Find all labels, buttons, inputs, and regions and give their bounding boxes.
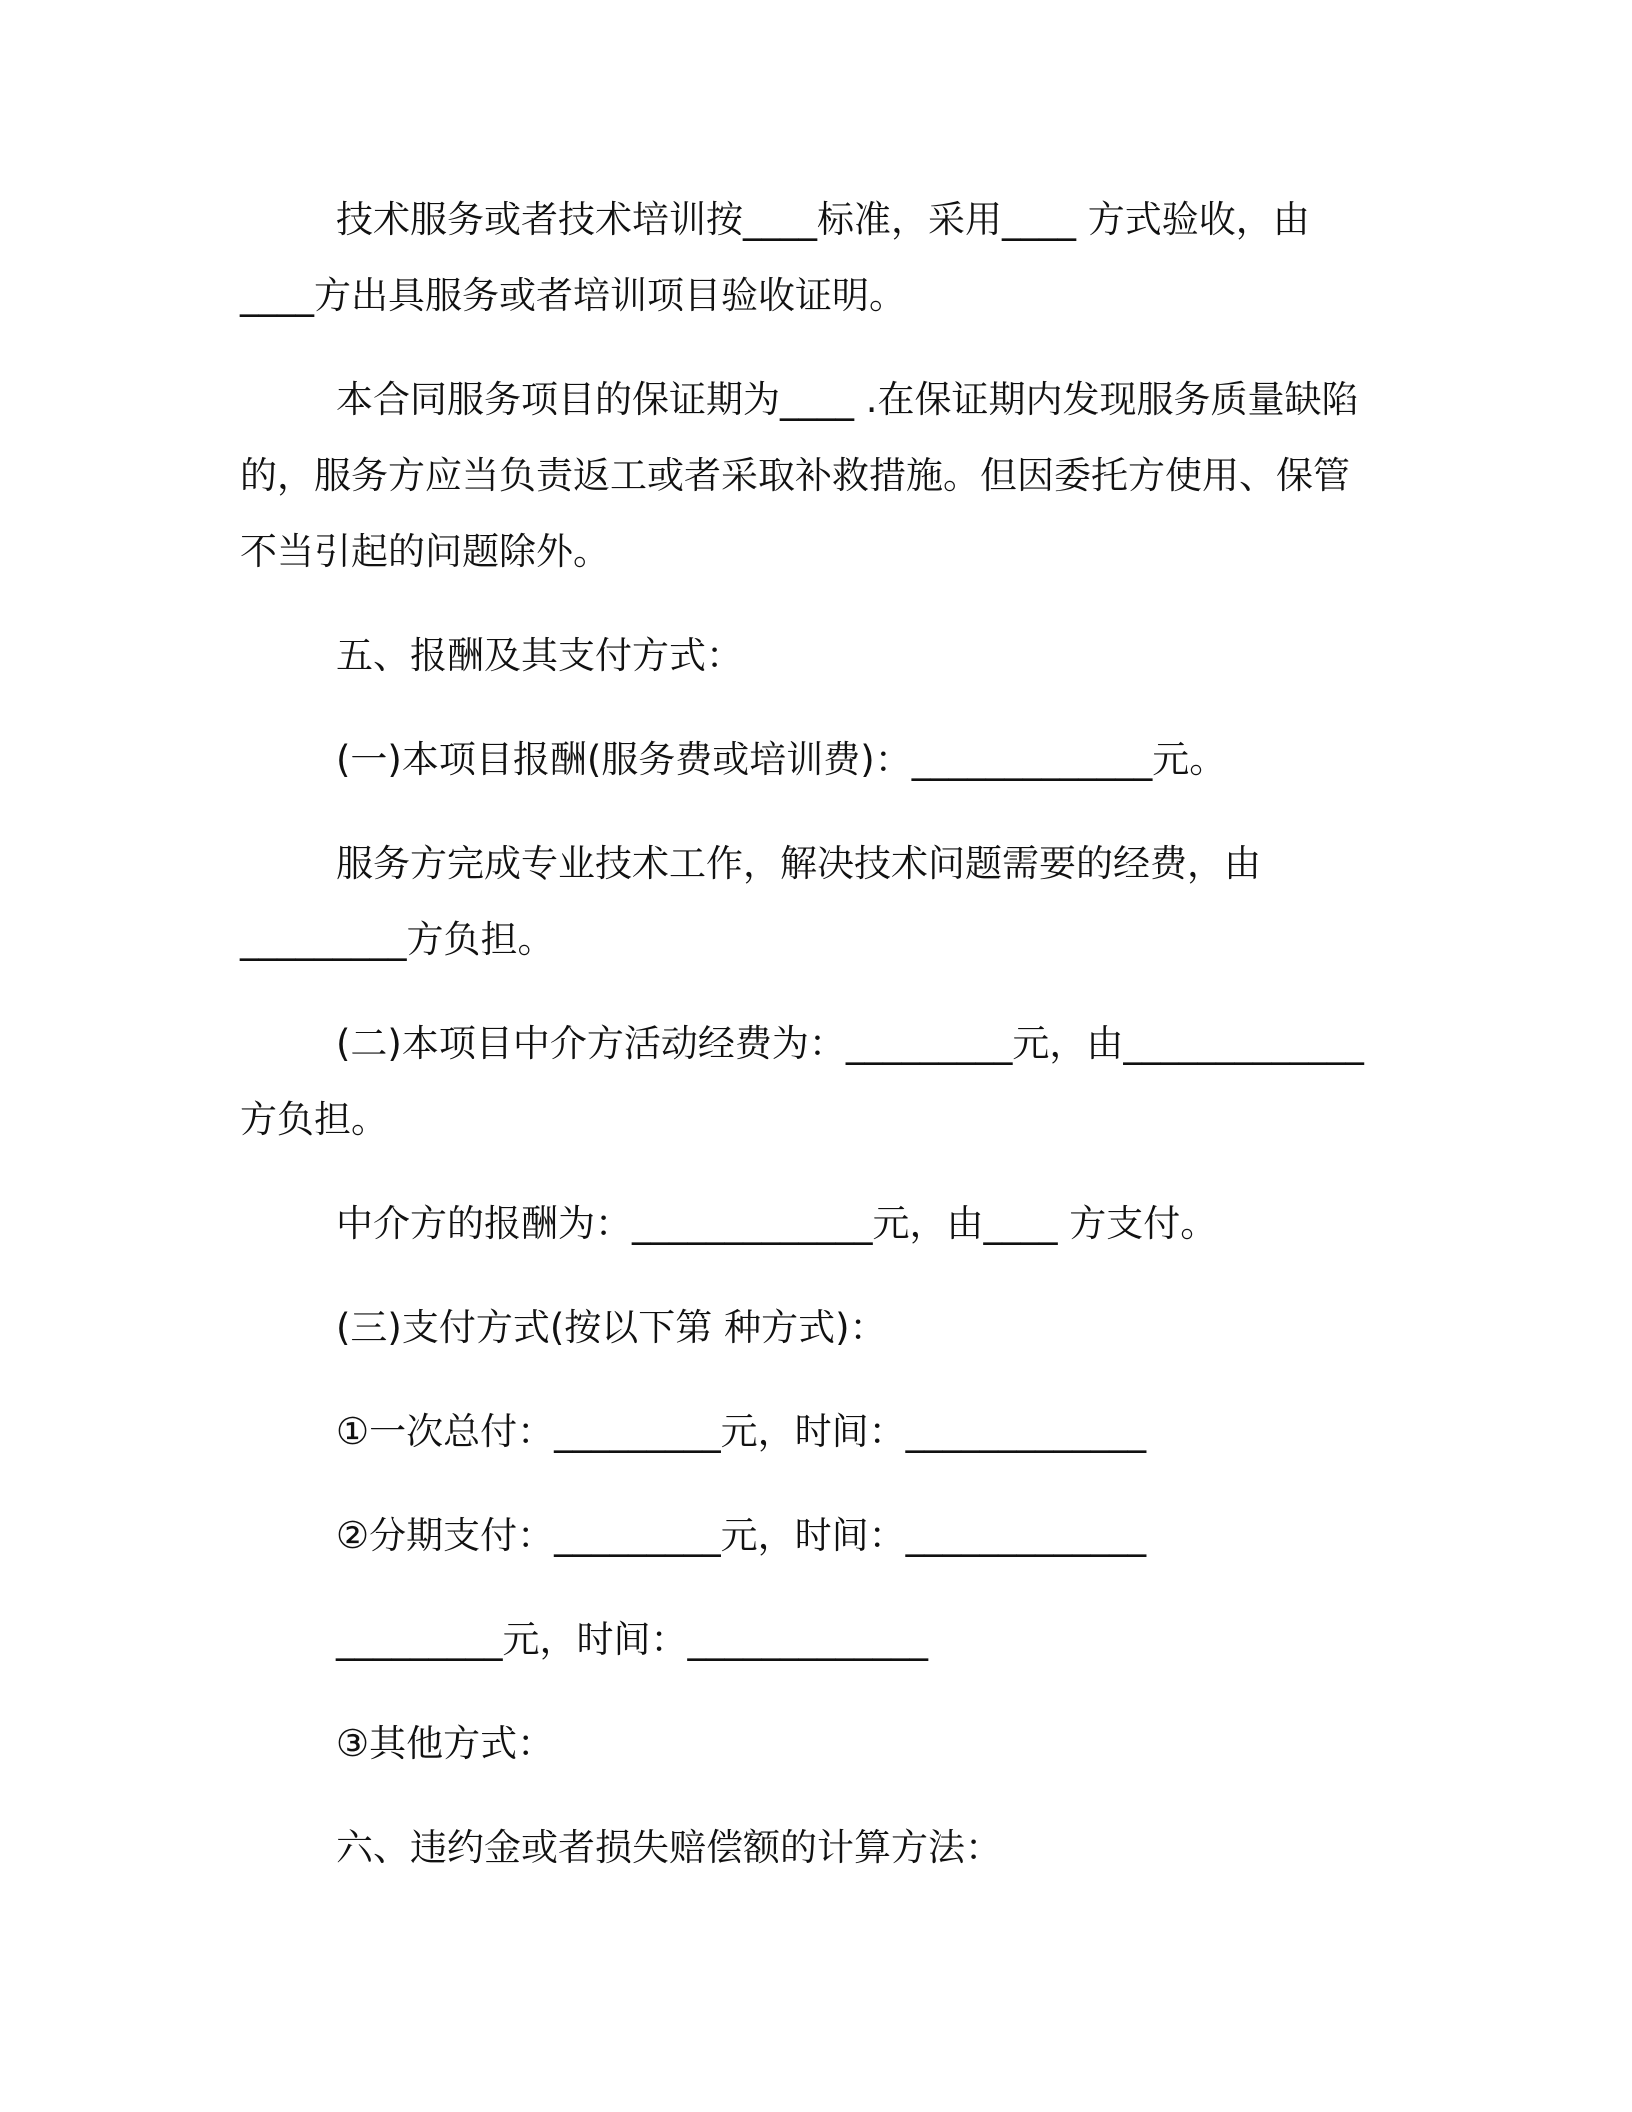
clause-2-intermediary-line-1: (二)本项目中介方活动经费为：_________元，由_____________ <box>336 1022 1364 1065</box>
payment-option-2: ②分期支付：_________元，时间：_____________ <box>336 1514 1147 1557</box>
payment-option-1: ①一次总付：_________元，时间：_____________ <box>336 1410 1147 1453</box>
paragraph-warranty-line-3: 不当引起的问题除外。 <box>240 530 610 573</box>
clause-3-payment-method: (三)支付方式(按以下第 种方式)： <box>336 1306 887 1349</box>
paragraph-acceptance-line-1: 技术服务或者技术培训按____标准，采用____ 方式验收，由 <box>336 198 1310 241</box>
payment-option-2-continued: _________元，时间：_____________ <box>336 1618 928 1661</box>
clause-2-intermediary-line-2: 方负担。 <box>240 1098 388 1141</box>
paragraph-expenses-line-1: 服务方完成专业技术工作，解决技术问题需要的经费，由 <box>336 842 1261 885</box>
paragraph-expenses-line-2: _________方负担。 <box>240 918 555 961</box>
paragraph-warranty-line-1: 本合同服务项目的保证期为____ .在保证期内发现服务质量缺陷 <box>336 378 1359 421</box>
paragraph-intermediary-reward: 中介方的报酬为：_____________元，由____ 方支付。 <box>336 1202 1218 1245</box>
clause-1-remuneration: (一)本项目报酬(服务费或培训费)：_____________元。 <box>336 738 1227 781</box>
section-heading-penalty: 六、违约金或者损失赔偿额的计算方法： <box>336 1826 1002 1869</box>
paragraph-warranty-line-2: 的，服务方应当负责返工或者采取补救措施。但因委托方使用、保管 <box>240 454 1350 497</box>
paragraph-acceptance-line-2: ____方出具服务或者培训项目验收证明。 <box>240 274 906 317</box>
section-heading-remuneration: 五、报酬及其支付方式： <box>336 634 743 677</box>
payment-option-3: ③其他方式： <box>336 1722 555 1765</box>
